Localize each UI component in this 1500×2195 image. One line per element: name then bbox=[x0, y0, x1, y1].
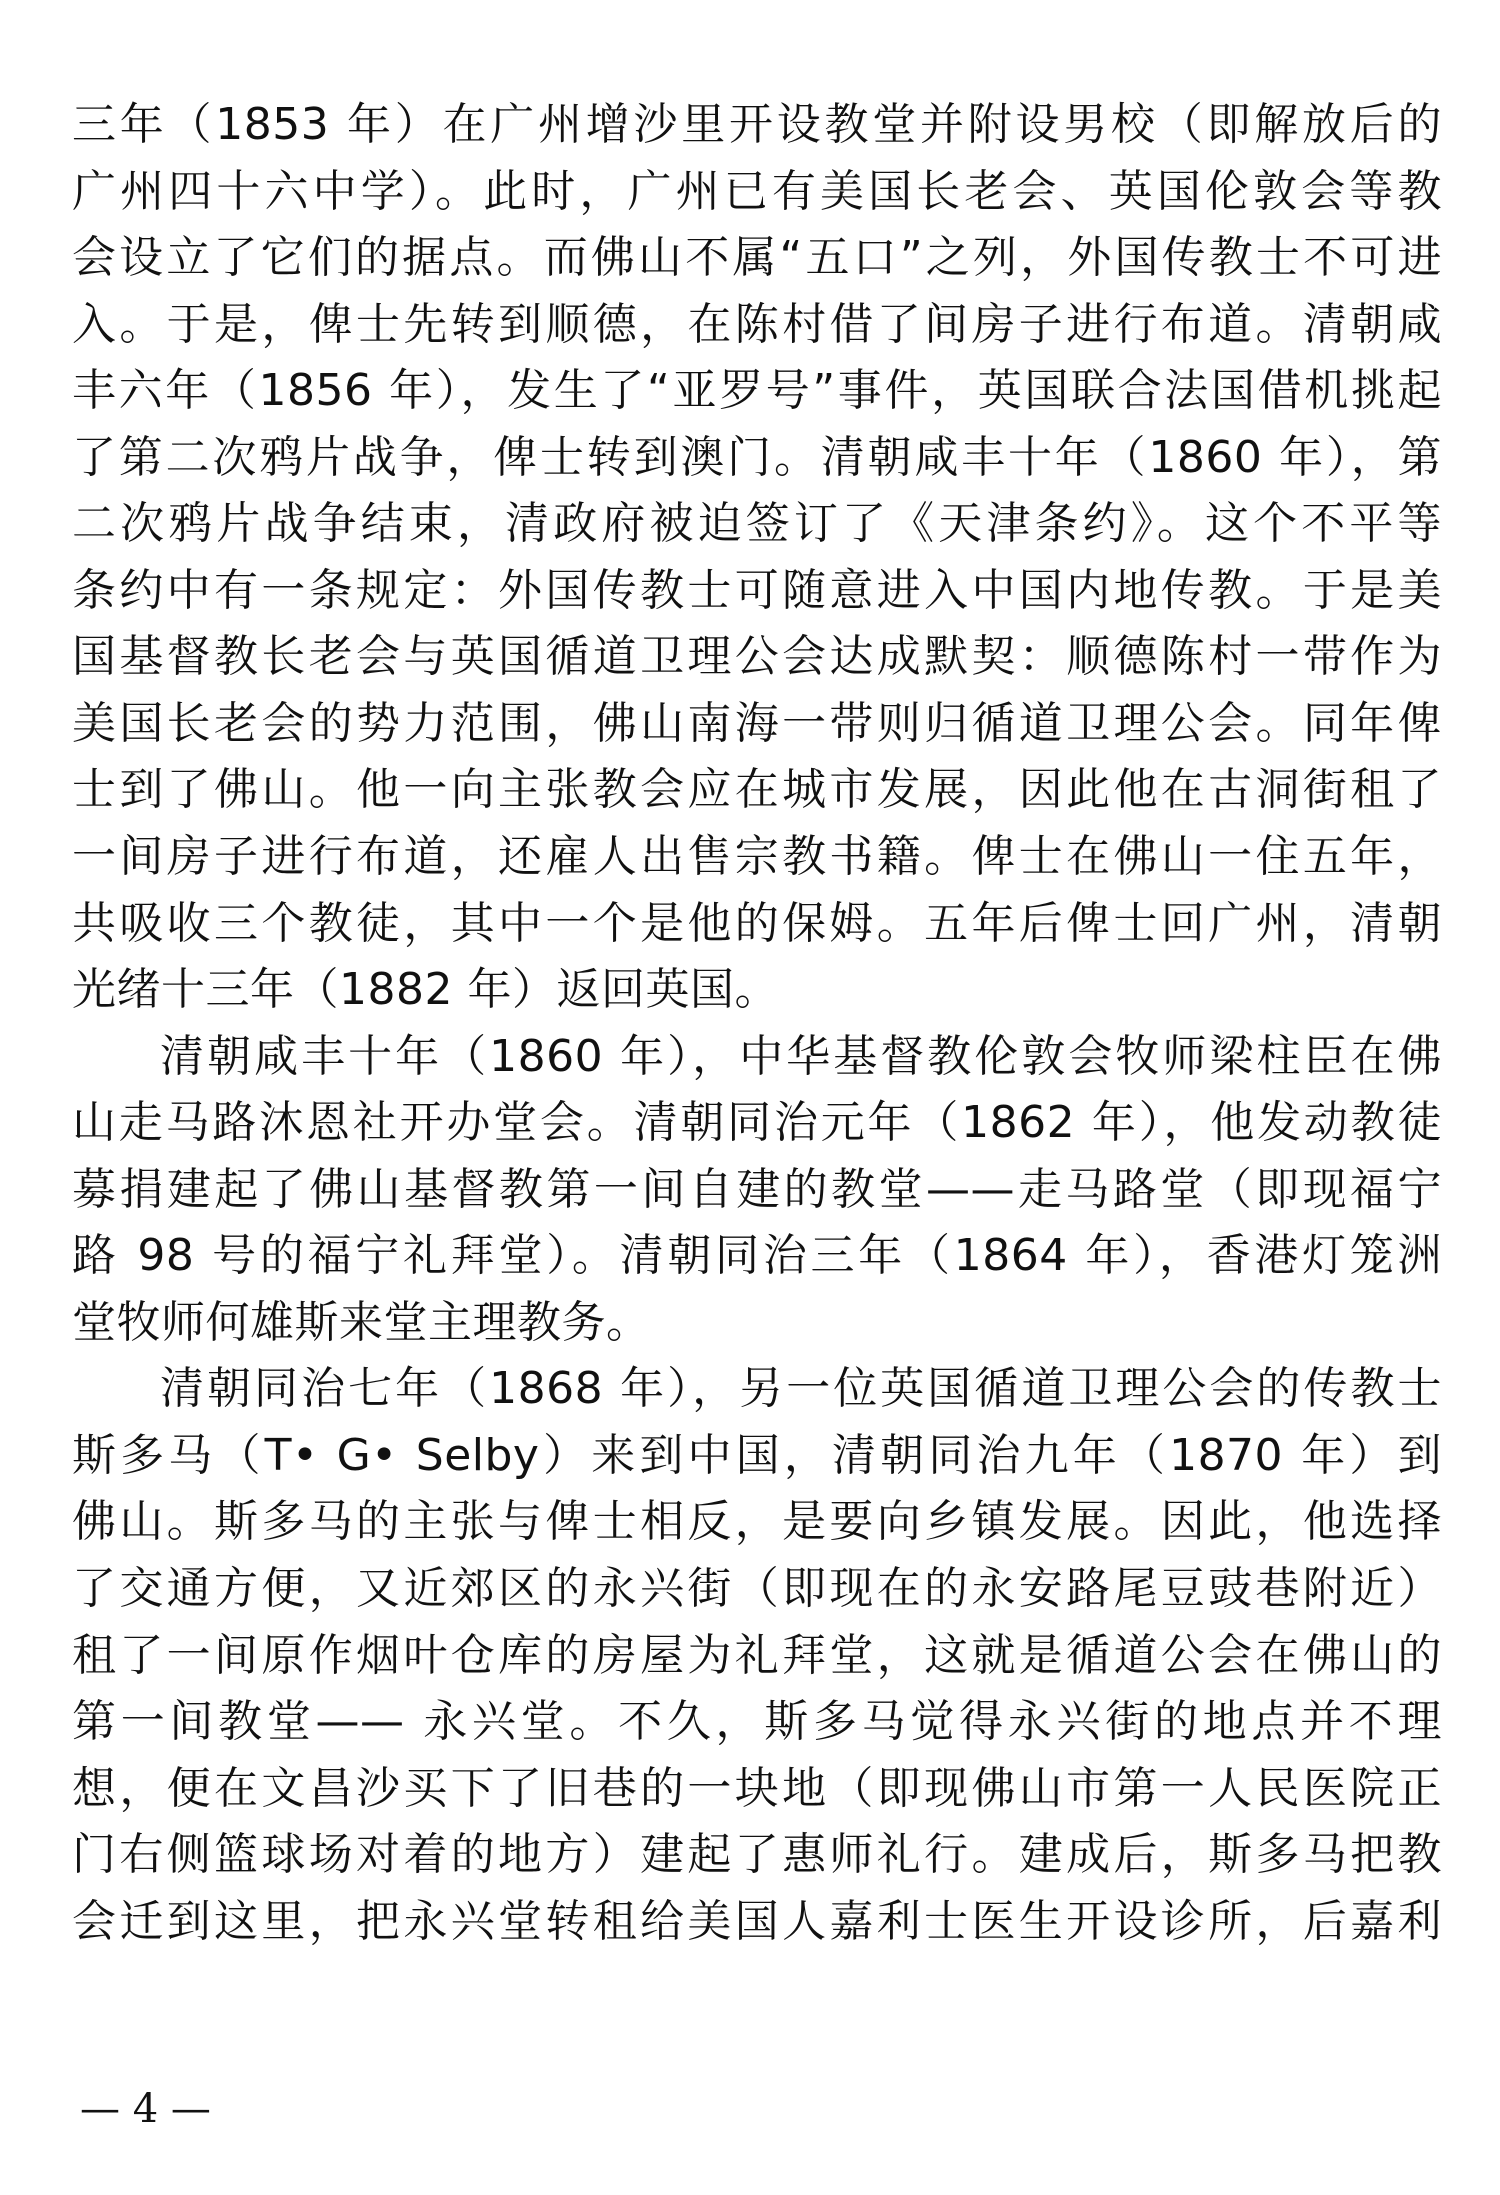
text-line: 共吸收三个教徒，其中一个是他的保姆。五年后俾士回广州，清朝 bbox=[72, 897, 1442, 949]
body-text bbox=[72, 92, 1442, 1955]
paragraph-1 bbox=[72, 92, 1442, 1024]
text-line: 清朝咸丰十年（1860 年），中华基督教伦敦会牧师梁柱臣在佛 bbox=[160, 1030, 1442, 1082]
text-line: 会设立了它们的据点。而佛山不属“五口”之列，外国传教士不可进 bbox=[72, 232, 1442, 284]
text-line: 美国长老会的势力范围，佛山南海一带则归循道卫理公会。同年俾 bbox=[72, 697, 1442, 749]
text-line: 条约中有一条规定：外国传教士可随意进入中国内地传教。于是美 bbox=[72, 564, 1442, 616]
text-line: 路 98 号的福宁礼拜堂）。清朝同治三年（1864 年），香港灯笼洲 bbox=[72, 1230, 1442, 1282]
text-line: 国基督教长老会与英国循道卫理公会达成默契：顺德陈村一带作为 bbox=[72, 631, 1442, 683]
text-line: 三年（1853 年）在广州增沙里开设教堂并附设男校（即解放后的 bbox=[72, 99, 1442, 150]
text-line: 山走马路沐恩社开办堂会。清朝同治元年（1862 年），他发动教徒 bbox=[72, 1097, 1442, 1149]
paragraph-2 bbox=[72, 1024, 1442, 1357]
page-number: — 4 — bbox=[80, 2086, 211, 2132]
text-line: 广州四十六中学）。此时，广州已有美国长老会、英国伦敦会等教 bbox=[72, 165, 1442, 217]
text-line: 了交通方便，又近郊区的永兴街（即现在的永安路尾豆豉巷附近） bbox=[72, 1563, 1442, 1615]
text-line: 斯多马（T• G• Selby）来到中国，清朝同治九年（1870 年）到 bbox=[72, 1429, 1442, 1481]
text-line: 会迁到这里，把永兴堂转租给美国人嘉利士医生开设诊所，后嘉利 bbox=[72, 1895, 1442, 1947]
text-line: 光绪十三年（1882 年）返回英国。 bbox=[72, 964, 779, 1016]
text-line: 了第二次鸦片战争，俾士转到澳门。清朝咸丰十年（1860 年），第 bbox=[72, 431, 1442, 483]
text-line: 二次鸦片战争结束，清政府被迫签订了《天津条约》。这个不平等 bbox=[72, 498, 1442, 550]
text-line: 堂牧师何雄斯来堂主理教务。 bbox=[72, 1296, 651, 1348]
text-line: 租了一间原作烟叶仓库的房屋为礼拜堂，这就是循道公会在佛山的 bbox=[72, 1629, 1442, 1681]
text-line: 士到了佛山。他一向主张教会应在城市发展，因此他在古洞街租了 bbox=[72, 764, 1442, 816]
text-line: 第一间教堂—— 永兴堂。不久，斯多马觉得永兴街的地点并不理 bbox=[72, 1696, 1442, 1748]
text-line: 募捐建起了佛山基督教第一间自建的教堂——走马路堂（即现福宁 bbox=[72, 1163, 1442, 1215]
text-line: 入。于是，俾士先转到顺德，在陈村借了间房子进行布道。清朝咸 bbox=[72, 298, 1442, 350]
text-line: 门右侧篮球场对着的地方）建起了惠师礼行。建成后，斯多马把教 bbox=[72, 1829, 1442, 1881]
text-line: 佛山。斯多马的主张与俾士相反，是要向乡镇发展。因此，他选择 bbox=[72, 1496, 1442, 1548]
text-line: 丰六年（1856 年），发生了“亚罗号”事件，英国联合法国借机挑起 bbox=[72, 365, 1442, 417]
paragraph-3 bbox=[72, 1356, 1442, 1955]
text-line: 一间房子进行布道，还雇人出售宗教书籍。俾士在佛山一住五年， bbox=[72, 831, 1442, 883]
text-line: 清朝同治七年（1868 年），另一位英国循道卫理公会的传教士 bbox=[160, 1363, 1442, 1415]
text-line: 想，便在文昌沙买下了旧巷的一块地（即现佛山市第一人民医院正 bbox=[72, 1762, 1442, 1814]
